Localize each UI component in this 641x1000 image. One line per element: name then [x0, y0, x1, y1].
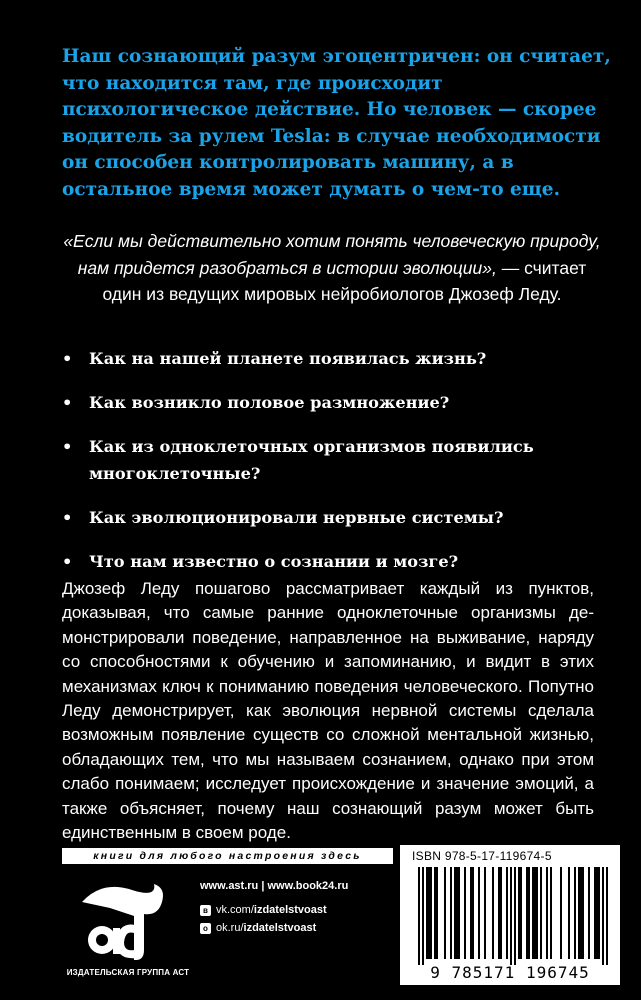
barcode-bar — [478, 867, 480, 959]
bullet-icon: • — [62, 349, 73, 368]
blurb: Наш сознающий разум эгоцентричен: он считает, что находится там, где происходит психологическое действие. Но человек — скорее водитель за рулем Tesla: в случае необходимости он способен контролировать машину, а в остальное время может думать о чем-то еще. — [62, 46, 611, 200]
ok-icon: o — [200, 923, 211, 934]
publisher-logo-block — [62, 872, 194, 992]
ok-handle: izdatelstvoast — [243, 922, 317, 934]
barcode-bar — [472, 867, 474, 959]
quote-attribution: — считает один из ведущих мировых нейробиологов Джозеф Леду. — [102, 257, 587, 304]
barcode-bar — [536, 867, 538, 959]
barcode-bar — [594, 867, 596, 959]
barcode-bar — [546, 867, 548, 959]
barcode-bar — [510, 867, 512, 965]
barcode-bar — [588, 867, 590, 959]
barcode-bar — [498, 867, 500, 959]
barcode-bar — [598, 867, 600, 959]
barcode-bar — [534, 867, 536, 959]
isbn-label: ISBN 978-5-17-119674-5 — [412, 849, 552, 863]
barcode-bar — [532, 867, 534, 959]
barcode-bar — [450, 867, 452, 959]
bullet-icon: • — [62, 552, 73, 571]
vk-icon: в — [200, 905, 211, 916]
barcode-bar — [456, 867, 458, 959]
ok-prefix: ok.ru/ — [216, 922, 244, 934]
barcode-bar — [526, 867, 528, 959]
barcode-bar — [560, 867, 562, 959]
barcode-bar — [436, 867, 438, 959]
isbn-digits: 9 785171 196745 — [430, 963, 590, 982]
ok-link[interactable] — [200, 922, 400, 934]
list-item — [62, 504, 582, 531]
list-item — [62, 433, 582, 487]
barcode-bar — [578, 867, 580, 959]
barcode-bar — [484, 867, 486, 959]
barcode-bar — [492, 867, 494, 959]
barcode-bar — [434, 867, 436, 959]
barcode-bar — [580, 867, 582, 959]
tagline: книги для любого настроения здесь — [62, 848, 393, 864]
vk-prefix: vk.com/ — [216, 904, 254, 916]
ast-logo-icon — [62, 872, 194, 968]
bullet-icon: • — [62, 437, 73, 456]
isbn-barcode-box — [400, 845, 620, 985]
question-text: Как эволюционировали нервные системы? — [89, 508, 504, 527]
barcode-bar — [454, 867, 456, 959]
list-item — [62, 345, 582, 372]
barcode-bar — [602, 867, 604, 965]
author-quote — [62, 228, 602, 308]
list-item — [62, 389, 582, 416]
list-item — [62, 548, 582, 575]
barcode-bar — [426, 867, 428, 959]
barcode-bar — [574, 867, 576, 959]
vk-handle: izdatelstvoast — [253, 904, 327, 916]
barcode-bar — [540, 867, 542, 959]
barcode-bar — [568, 867, 570, 959]
barcode-bar — [500, 867, 502, 959]
barcode-bar — [550, 867, 552, 959]
barcode-bar — [606, 867, 608, 965]
barcode-bar — [430, 867, 432, 959]
barcode-bar — [506, 867, 508, 959]
vk-link[interactable] — [200, 904, 400, 916]
description: Джозеф Леду пошагово рассматривает каждый из пунктов, доказывая, что самые ранние одноклеточные организмы демонстрировали поведение, направленное на выживание, наряду со способностями к обучению и запоминанию, и видит в этих механизмах ключ к пониманию поведения человеческого. Попутно Леду демонстрирует, как эволюция нервной системы сделала возможным появление существ со сложной ментальной жизнью, обладающих тем, что мы называем сознанием, однако при этом слабо понимаем; исследует происхождение и значение эмоций, а также объясняет, почему наш сознающий разум может быть единственным в своем роде. — [62, 579, 594, 843]
barcode-bar — [428, 867, 430, 959]
barcode-bar — [528, 867, 530, 959]
barcode-bar — [470, 867, 472, 959]
barcode-bar — [518, 867, 520, 959]
publisher-links — [200, 880, 400, 940]
question-text: Что нам известно о сознании и мозге? — [89, 552, 459, 571]
publisher-caption: ИЗДАТЕЛЬСКАЯ ГРУППА АСТ — [66, 968, 190, 977]
barcode-bar — [582, 867, 584, 959]
barcode-bar — [464, 867, 466, 959]
barcode-bar — [444, 867, 446, 959]
bullet-icon: • — [62, 508, 73, 527]
barcode-bar — [458, 867, 460, 959]
question-text: Как из одноклеточных организмов появились многоклеточные? — [89, 437, 534, 483]
bullet-icon: • — [62, 393, 73, 412]
questions-list — [62, 345, 582, 592]
barcode-bar — [514, 867, 516, 965]
website-links[interactable]: www.ast.ru | www.book24.ru — [200, 880, 349, 892]
question-text: Как возникло половое размножение? — [89, 393, 450, 412]
quote-italic: «Если мы действительно хотим понять человеческую природу, нам придется разобраться в истории эволюции», — [63, 231, 601, 278]
barcode-bar — [520, 867, 522, 959]
barcode-bar — [418, 867, 420, 965]
question-text: Как на нашей планете появилась жизнь? — [89, 349, 487, 368]
barcode-bar — [596, 867, 598, 959]
barcode-bar — [422, 867, 424, 965]
